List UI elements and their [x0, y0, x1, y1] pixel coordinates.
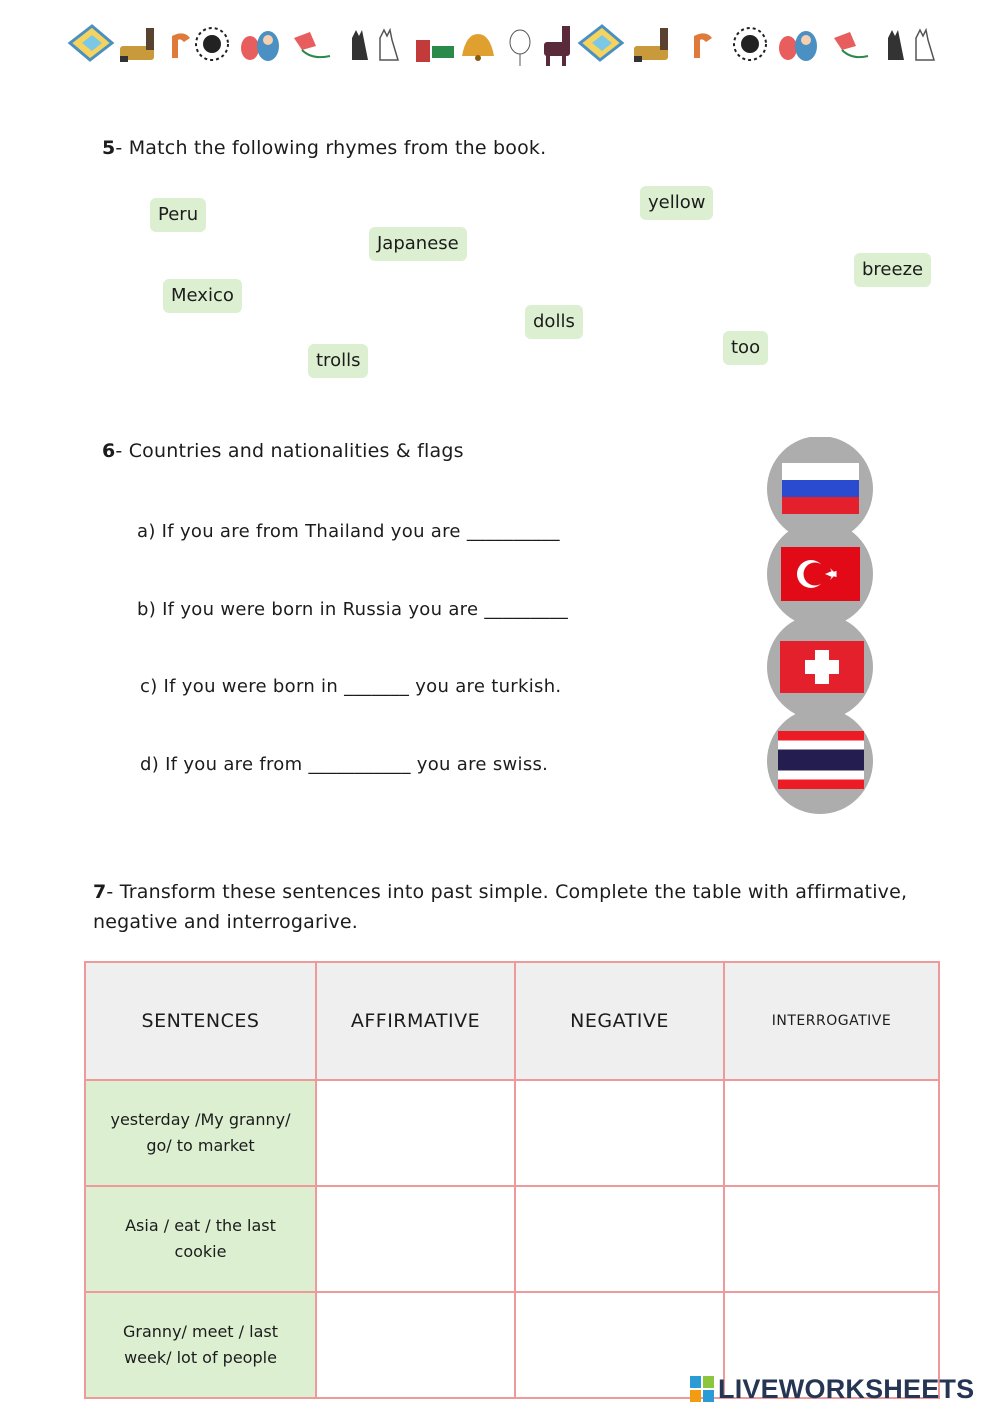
header-sentences: SENTENCES [85, 962, 316, 1080]
past-simple-table [84, 961, 940, 1399]
question-c: c) If you were born in _______ you are turkish. [140, 676, 562, 697]
table-row [85, 1080, 939, 1186]
question-d: d) If you are from ___________ you are swiss. [140, 754, 549, 775]
rhyme-word[interactable]: dolls [525, 305, 583, 339]
prompt-line: Asia / eat / the last [125, 1216, 276, 1235]
sun-icon [734, 28, 766, 60]
header-interrogative: INTERROGATIVE [724, 962, 939, 1080]
boomerang-icon [694, 33, 712, 58]
rhyme-word[interactable]: Japanese [369, 227, 467, 261]
lantern-icon [510, 30, 530, 66]
affirmative-answer-cell[interactable] [316, 1186, 515, 1292]
section-5-title: - Match the following rhymes from the book. [115, 137, 547, 159]
rhyme-word[interactable]: yellow [640, 186, 713, 220]
kite-icon [834, 32, 868, 57]
interrogative-answer-cell[interactable] [724, 1186, 939, 1292]
interrogative-answer-cell[interactable] [724, 1080, 939, 1186]
question-a: a) If you are from Thailand you are __________ [137, 521, 560, 542]
section-6-number: 6 [102, 440, 116, 462]
sun-icon [196, 28, 228, 60]
section-6-heading [102, 440, 464, 462]
white-cat-icon [380, 30, 398, 60]
rhyme-word[interactable]: trolls [308, 344, 368, 378]
header-affirmative: AFFIRMATIVE [316, 962, 515, 1080]
affirmative-answer-cell[interactable] [316, 1080, 515, 1186]
turkey-flag-icon[interactable] [781, 547, 860, 601]
section-7-number: 7 [93, 881, 107, 903]
nesting-dolls-icon [779, 31, 817, 61]
llama-icon [634, 28, 668, 62]
sentence-prompt-cell [85, 1292, 316, 1398]
prompt-line: Granny/ meet / last [123, 1322, 278, 1341]
table-row [85, 1186, 939, 1292]
rhyme-word[interactable]: Mexico [163, 279, 242, 313]
prompt-line: week/ lot of people [124, 1348, 277, 1367]
prompt-line: cookie [174, 1242, 227, 1261]
switzerland-flag-icon[interactable] [780, 641, 864, 693]
bell-icon [462, 34, 494, 61]
russia-flag-icon[interactable] [782, 463, 859, 514]
sentence-prompt-cell [85, 1080, 316, 1186]
section-7-title-line2: negative and interrogarive. [93, 911, 359, 933]
sentence-prompt-cell [85, 1186, 316, 1292]
section-5-heading [102, 137, 546, 159]
magic-carpet-icon [580, 26, 622, 60]
rhyme-word[interactable]: breeze [854, 253, 931, 287]
magic-carpet-icon [70, 26, 112, 60]
affirmative-answer-cell[interactable] [316, 1292, 515, 1398]
liveworksheets-brand-text: LIVEWORKSHEETS [718, 1374, 975, 1404]
thailand-flag-icon[interactable] [778, 731, 864, 789]
prompt-line: go/ to market [146, 1136, 255, 1155]
rhyme-word[interactable]: Peru [150, 198, 206, 232]
section-5-number: 5 [102, 137, 116, 159]
negative-answer-cell[interactable] [515, 1080, 724, 1186]
liveworksheets-logo-icon [690, 1376, 714, 1402]
negative-answer-cell[interactable] [515, 1186, 724, 1292]
prompt-line: yesterday /My granny/ [110, 1110, 291, 1129]
llama-icon [544, 26, 570, 66]
question-b: b) If you were born in Russia you are _________ [137, 599, 569, 620]
rhyme-word[interactable]: too [723, 331, 768, 365]
black-cat-icon [888, 30, 904, 60]
section-6-title: - Countries and nationalities & flags [115, 440, 464, 462]
llama-icon [120, 28, 154, 62]
flag-column [764, 437, 876, 817]
white-cat-icon [916, 30, 934, 60]
section-7-title-line1: - Transform these sentences into past simple. Complete the table with affirmative, [106, 881, 908, 903]
nesting-dolls-icon [241, 31, 279, 61]
liveworksheets-brand [690, 1374, 974, 1404]
table-header-row [85, 962, 939, 1080]
section-7-heading [93, 881, 907, 903]
black-cat-icon [352, 30, 368, 60]
drum-icon [416, 40, 454, 62]
kite-icon [294, 32, 330, 57]
header-negative: NEGATIVE [515, 962, 724, 1080]
boomerang-icon [172, 33, 190, 58]
decorative-top-border [62, 16, 942, 70]
